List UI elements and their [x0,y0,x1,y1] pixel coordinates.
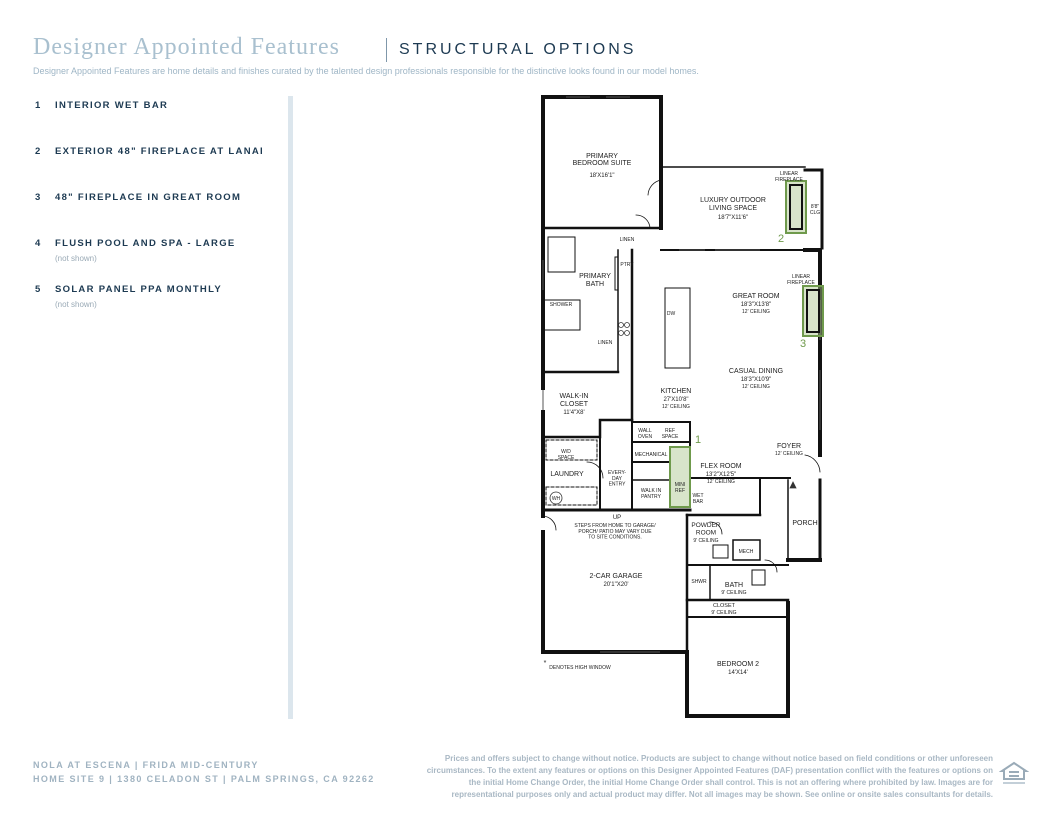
room-porch-name: PORCH [792,520,818,527]
feature-item-5 [35,284,222,295]
label-mech: MECH [738,549,754,555]
label-ptry: PTRY [620,262,634,268]
room-great-room-ceiling: 12' CEILING [742,309,770,315]
room-bedroom2-name: BEDROOM 2 [716,661,760,668]
feature-number: 1 [35,100,42,111]
feature-number: 5 [35,284,42,295]
room-kitchen-ceiling: 12' CEILING [662,404,690,410]
room-closet-ceiling: 9' CEILING [711,610,737,616]
title-divider [386,38,387,62]
label-linen-2: LINEN [597,340,613,346]
room-kitchen-size: 27'X10'8" [663,397,689,403]
room-great-room-name: GREAT ROOM [732,293,780,300]
room-foyer-ceiling: 12' CEILING [775,451,803,457]
room-powder-ceiling: 9' CEILING [693,538,719,544]
feature-label: EXTERIOR 48" FIREPLACE AT LANAI [55,146,264,157]
label-wet-bar: WET BAR [692,493,704,505]
room-powder-name: POWDER ROOM [691,522,721,537]
page-description: Designer Appointed Features are home details and finishes curated by the talented design professionals responsible for the distinctive looks found in our model homes. [33,66,699,76]
room-flex-ceiling: 12' CEILING [707,479,735,485]
label-ref-space: REF SPACE [661,428,679,440]
room-outdoor-living-name: LUXURY OUTDOOR LIVING SPACE [700,197,766,213]
label-wh: WH [551,496,561,502]
label-clg: 8'8" CLG [809,204,821,216]
room-walk-in-closet-size: 11'4"X8' [563,410,585,416]
room-garage-name: 2-CAR GARAGE [589,573,643,580]
feature-item-2 [35,146,264,157]
page-title: Designer Appointed Features [33,34,340,60]
page-subtitle: STRUCTURAL OPTIONS [399,41,637,58]
label-wd-space: W/D SPACE [557,449,575,461]
label-high-window: DENOTES HIGH WINDOW [549,665,611,671]
room-kitchen-name: KITCHEN [660,388,692,395]
room-flex-name: FLEX ROOM [700,463,742,470]
highlight-wet-bar [670,447,690,507]
label-mechanical: MECHANICAL [634,452,668,458]
footer-community: NOLA AT ESCENA | FRIDA MID-CENTURY [33,760,259,770]
feature-note: (not shown) [55,254,97,263]
room-primary-bedroom-name: PRIMARY BEDROOM SUITE [572,153,632,167]
label-steps-note: STEPS FROM HOME TO GARAGE/ PORCH/ PATIO MAY VARY DUE TO SITE CONDITIONS. [574,523,656,541]
feature-number: 4 [35,238,42,249]
room-casual-dining-size: 18'3"X10'9" [740,377,772,383]
room-casual-dining-ceiling: 12' CEILING [742,384,770,390]
footer-address: HOME SITE 9 | 1380 CELADON ST | PALM SPRINGS, CA 92262 [33,774,375,784]
label-linen: LINEN [619,237,635,243]
room-walk-in-closet-name: WALK-IN CLOSET [559,393,589,409]
room-laundry-name: LAUNDRY [550,471,584,478]
room-bedroom2-size: 14'X14' [728,670,748,676]
label-mini-ref: MINI REF [674,482,686,494]
feature-item-4 [35,238,236,249]
room-great-room-size: 18'3"X13'8" [740,302,772,308]
callout-1: 1 [694,434,702,446]
floor-plan [520,94,830,724]
room-garage-size: 20'1"X20' [603,582,629,588]
callout-2: 2 [777,233,785,245]
feature-label: INTERIOR WET BAR [55,100,169,111]
feature-label: SOLAR PANEL PPA MONTHLY [55,284,222,295]
callout-3: 3 [799,338,807,350]
label-shower: SHOWER [549,302,573,308]
footer-disclaimer: Prices and offers subject to change without notice. Products are subject to change without notice based on field conditions or other unforeseen circumstances. To the extent any features or options on this Designer Appointed Features (DAF) presentation conflict with the features or options on the initial Home Change Order, the initial Home Change Order shall control. This is not an offering where prohibited by law. Images are for representational purposes only and actual product may differ. Not all images may be shown. See online or onsite sales consultants for details. [426,754,993,799]
label-linear-fireplace-great: LINEAR FIREPLACE [787,274,815,286]
room-bath-ceiling: 9' CEILING [721,590,747,596]
room-bath-name: BATH [724,582,744,589]
label-dw: DW [666,311,676,317]
label-everyday-entry: EVERY-DAY ENTRY [607,470,627,488]
feature-label: 48" FIREPLACE IN GREAT ROOM [55,192,242,203]
feature-item-1 [35,100,168,111]
label-walk-in-pantry: WALK IN PANTRY [640,488,662,500]
label-star: * [543,660,547,667]
room-casual-dining-name: CASUAL DINING [728,368,784,375]
room-foyer-name: FOYER [776,443,802,450]
equal-housing-logo-icon [999,760,1029,786]
divider-bar [288,96,293,719]
feature-number: 3 [35,192,42,203]
label-shwr: SHWR [691,579,707,585]
room-closet-name: CLOSET [712,603,736,609]
label-up: UP [612,515,622,521]
room-primary-bath-name: PRIMARY BATH [579,273,611,289]
feature-number: 2 [35,146,42,157]
room-primary-bedroom-size: 18'X16'1" [589,173,615,179]
feature-note: (not shown) [55,300,97,309]
room-flex-size: 13'2"X12'5" [705,472,737,478]
feature-label: FLUSH POOL AND SPA - LARGE [55,238,236,249]
feature-item-3 [35,192,241,203]
label-wall-oven: WALL OVEN [637,428,653,440]
room-outdoor-living-size: 18'7"X11'6" [717,215,749,221]
label-linear-fireplace-lanai: LINEAR FIREPLACE [775,171,803,183]
